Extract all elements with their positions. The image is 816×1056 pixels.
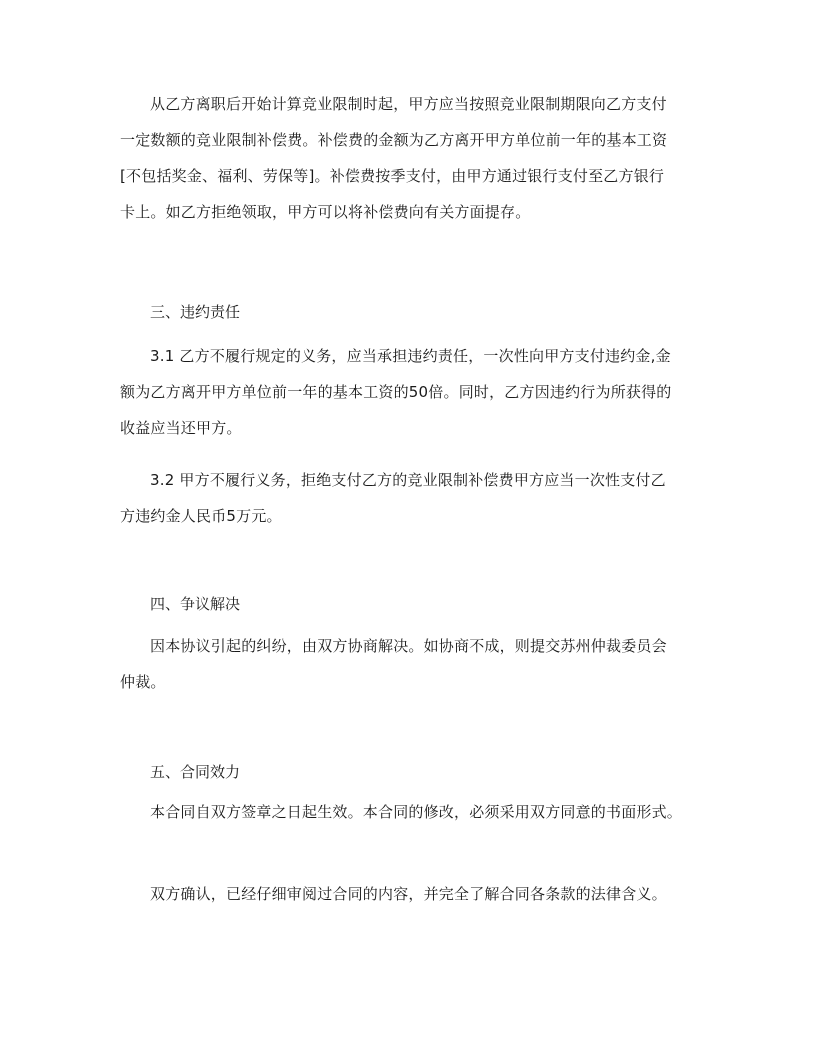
paragraph-line: 收益应当还甲方。	[120, 419, 242, 437]
paragraph-line: 卡上。如乙方拒绝领取，甲方可以将补偿费向有关方面提存。	[120, 203, 531, 221]
section-heading-breach: 三、违约责任	[150, 303, 241, 321]
paragraph-line: [不包括奖金、福利、劳保等]。补偿费按季支付，由甲方通过银行支付至乙方银行	[120, 167, 665, 185]
section-heading-dispute: 四、争议解决	[150, 595, 241, 613]
paragraph-line: 仲裁。	[120, 673, 166, 691]
confirmation-paragraph	[120, 876, 696, 912]
paragraph-line: 方违约金人民币5万元。	[120, 507, 282, 525]
paragraph-line: 3.1 乙方不履行规定的义务，应当承担违约责任，一次性向甲方支付违约金,金	[150, 347, 671, 365]
section-body-dispute	[120, 628, 696, 700]
section-heading-effect: 五、合同效力	[150, 763, 241, 781]
paragraph-line: 双方确认，已经仔细审阅过合同的内容，并完全了解合同各条款的法律含义。	[150, 885, 667, 903]
paragraph-line: 额为乙方离开甲方单位前一年的基本工资的50倍。同时，乙方因违约行为所获得的	[120, 383, 672, 401]
clause-3-2	[120, 462, 696, 534]
paragraph-line: 因本协议引起的纠纷，由双方协商解决。如协商不成，则提交苏州仲裁委员会	[150, 637, 667, 655]
paragraph-line: 一定数额的竞业限制补偿费。补偿费的金额为乙方离开甲方单位前一年的基本工资	[120, 131, 668, 149]
clause-3-1	[120, 338, 696, 446]
paragraph-line: 本合同自双方签章之日起生效。本合同的修改，必须采用双方同意的书面形式。	[150, 803, 683, 821]
paragraph-line: 3.2 甲方不履行义务，拒绝支付乙方的竞业限制补偿费甲方应当一次性支付乙	[150, 471, 666, 489]
section-body-effect	[120, 794, 696, 830]
paragraph-compensation	[120, 86, 696, 230]
paragraph-line: 从乙方离职后开始计算竞业限制时起，甲方应当按照竞业限制期限向乙方支付	[150, 95, 667, 113]
